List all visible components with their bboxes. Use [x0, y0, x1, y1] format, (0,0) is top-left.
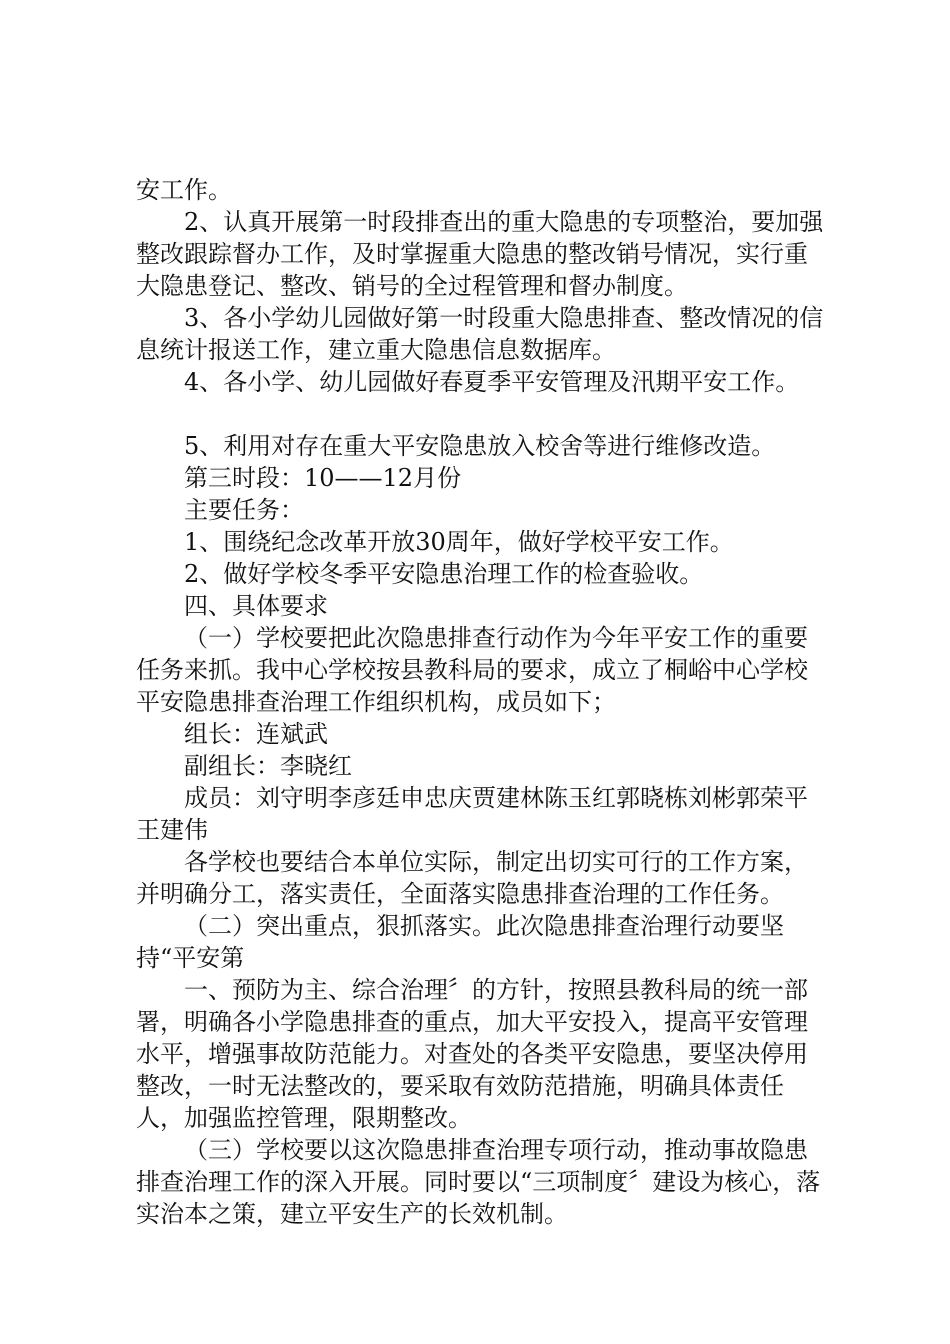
- deputy-team-leader: 副组长：李晓红: [184, 752, 352, 780]
- requirement-3: （三）学校要以这次隐患排查治理专项行动，推动事故隐患排查治理工作的深入开展。同时要以“三项制度〞建设为核心，落实治本之策，建立平安生产的长效机制。: [136, 1136, 821, 1228]
- paragraph-item-5: 5、利用对存在重大平安隐患放入校舍等进行维修改造。: [184, 432, 776, 460]
- requirement-2: （二）突出重点，狠抓落实。此次隐患排查治理行动要坚持“平安第: [136, 912, 784, 972]
- requirement-2-continued: 一、预防为主、综合治理〞的方针，按照县教科局的统一部署，明确各小学隐患排查的重点，加大平安投入，提高平安管理水平，增强事故防范能力。对查处的各类平安隐患，要坚决停用整改，一时无法整改的，要采取有效防范措施，明确具体责任人，加强监控管理，限期整改。: [136, 976, 808, 1132]
- document-body: [136, 174, 826, 1230]
- section-third-period: 第三时段：10——12月份: [184, 464, 462, 492]
- paragraph-spacer: [136, 398, 826, 430]
- school-work-plan: 各学校也要结合本单位实际，制定出切实可行的工作方案，并明确分工，落实责任，全面落实隐患排查治理的工作任务。: [136, 848, 808, 908]
- task-item-2: 2、做好学校冬季平安隐患治理工作的检查验收。: [184, 560, 704, 588]
- task-item-1: 1、围绕纪念改革开放30周年，做好学校平安工作。: [184, 528, 734, 556]
- paragraph-item-3: 3、各小学幼儿园做好第一时段重大隐患排查、整改情况的信息统计报送工作，建立重大隐患信息数据库。: [136, 304, 824, 364]
- team-leader: 组长：连斌武: [184, 720, 328, 748]
- requirement-1: （一）学校要把此次隐患排查行动作为今年平安工作的重要任务来抓。我中心学校按县教科局的要求，成立了桐峪中心学校平安隐患排查治理工作组织机构，成员如下；: [136, 624, 808, 716]
- section-specific-requirements: 四、具体要求: [184, 592, 328, 620]
- paragraph-item-2: 2、认真开展第一时段排查出的重大隐患的专项整治，要加强整改跟踪督办工作，及时掌握重大隐患的整改销号情况，实行重大隐患登记、整改、销号的全过程管理和督办制度。: [136, 208, 824, 300]
- main-tasks-heading: 主要任务：: [184, 496, 304, 524]
- paragraph-item-4: 4、各小学、幼儿园做好春夏季平安管理及汛期平安工作。: [184, 368, 800, 396]
- team-members: 成员：刘守明李彦廷申忠庆贾建林陈玉红郭晓栋刘彬郭荣平王建伟: [136, 784, 808, 844]
- paragraph-continuation: 安工作。: [136, 176, 232, 204]
